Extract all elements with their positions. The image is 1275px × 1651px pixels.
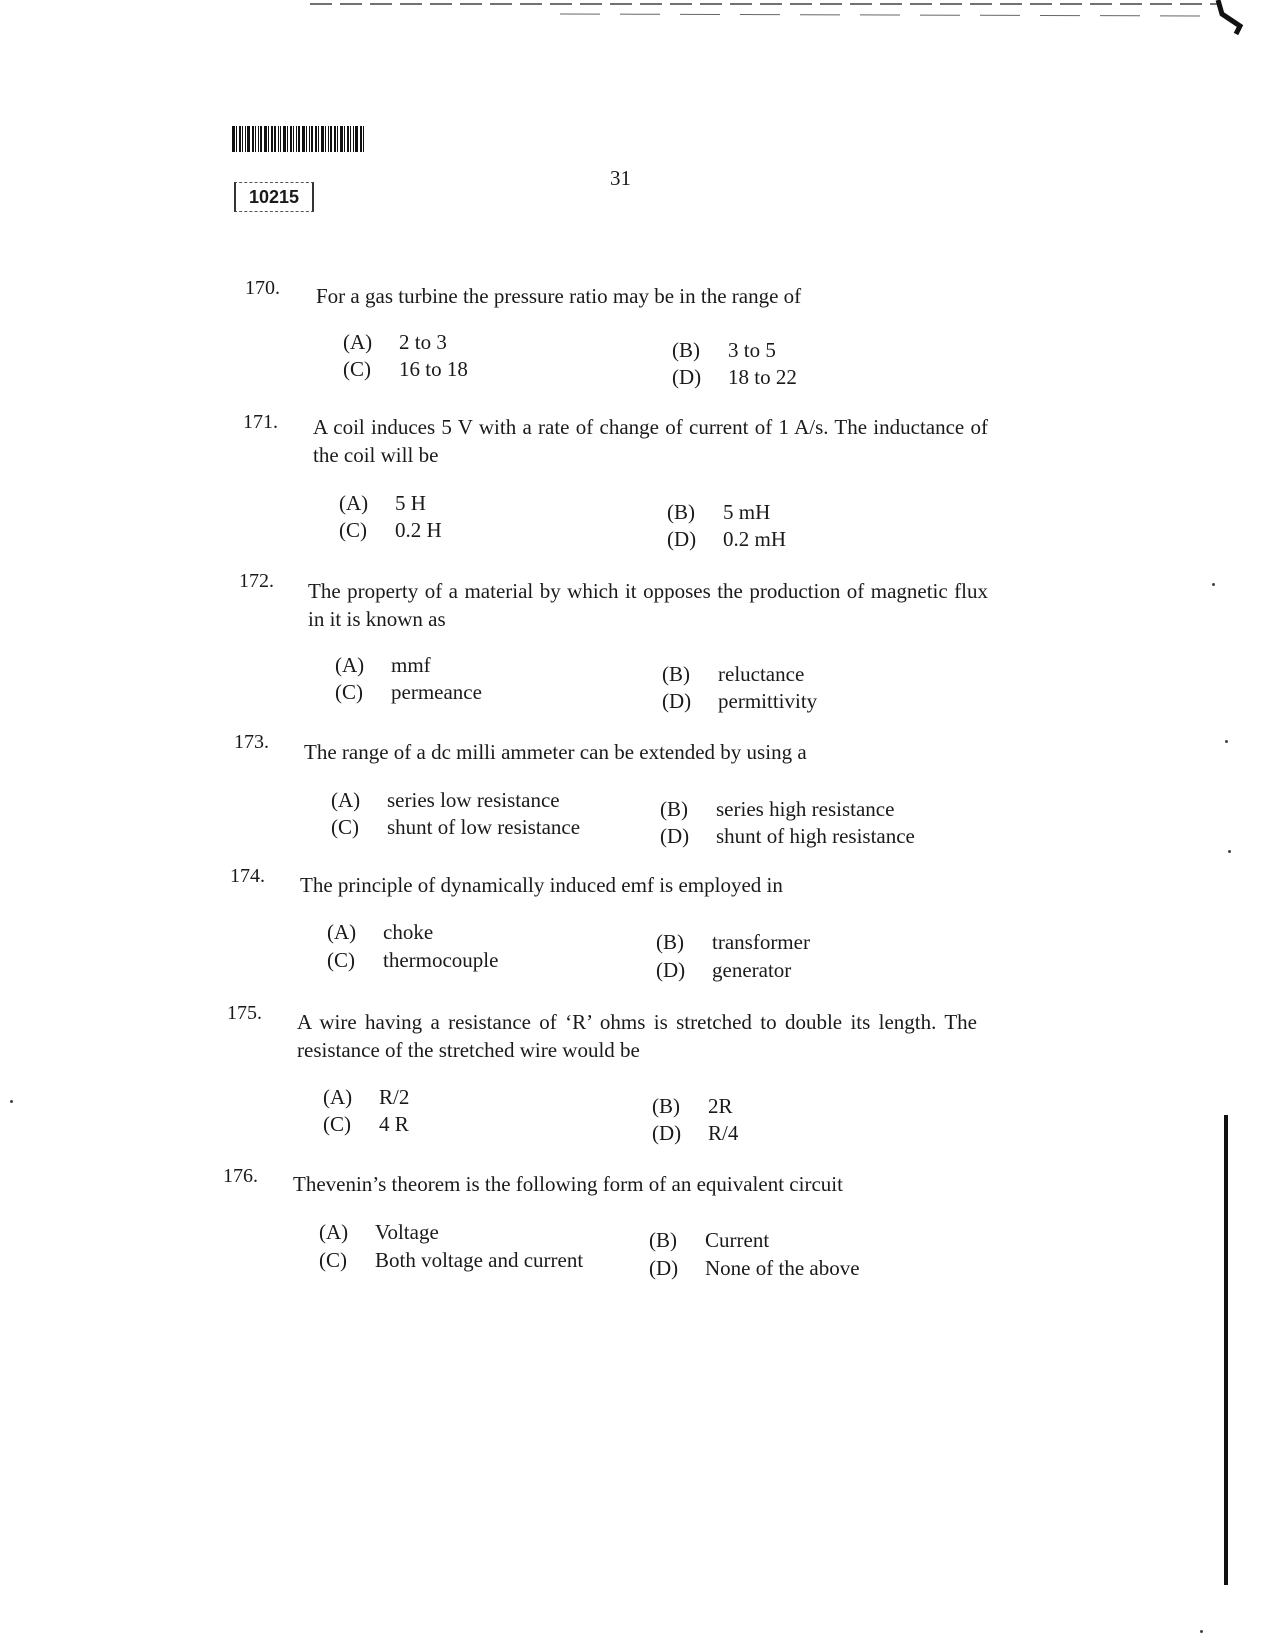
option-d: (D) 18 to 22: [672, 365, 797, 389]
barcode-bar: [260, 126, 262, 152]
barcode-bar: [274, 126, 276, 152]
option-c: (C) permeance: [335, 680, 482, 704]
question-number: 170.: [245, 277, 280, 299]
scan-edge-line: [1224, 1115, 1228, 1585]
barcode-bar: [321, 126, 324, 152]
barcode-bar: [318, 126, 319, 152]
scan-edge-artifact: [0, 0, 1275, 40]
barcode-bar: [283, 126, 286, 152]
option-b: (B) Current: [649, 1228, 770, 1252]
option-d: (D) None of the above: [649, 1256, 860, 1280]
barcode-bar: [290, 126, 292, 152]
barcode-bar: [252, 126, 254, 152]
option-b: (B) series high resistance: [660, 797, 895, 821]
option-d: (D) permittivity: [662, 689, 818, 713]
barcode-bar: [344, 126, 345, 152]
option-b: (B) 5 mH: [667, 500, 771, 524]
option-b: (B) 3 to 5: [672, 338, 776, 362]
barcode-bar: [334, 126, 336, 152]
question-text: Thevenin’s theorem is the following form of an equivalent circuit: [293, 1172, 843, 1196]
barcode-bar: [247, 126, 250, 152]
question-text: A coil induces 5 V with a rate of change of current of 1 A/s. The inductance of the coil will be: [313, 415, 988, 467]
barcode-bar: [347, 126, 349, 152]
option-a: (A) series low resistance: [331, 788, 560, 812]
barcode-bar: [268, 126, 269, 152]
option-b: (B) 2R: [652, 1094, 733, 1118]
option-a: (A) 2 to 3: [343, 330, 447, 354]
option-c: (C) thermocouple: [327, 948, 499, 972]
question-number: 176.: [223, 1165, 258, 1187]
barcode-bar: [264, 126, 267, 152]
barcode-bar: [325, 126, 326, 152]
option-a: (A) mmf: [335, 653, 431, 677]
barcode-bar: [340, 126, 343, 152]
barcode-bar: [258, 126, 259, 152]
paper-code: 10215: [234, 182, 314, 212]
barcode-bar: [245, 126, 246, 152]
option-d: (D) shunt of high resistance: [660, 824, 915, 848]
barcode-bar: [298, 126, 300, 152]
barcode-bar: [271, 126, 273, 152]
option-c: (C) 0.2 H: [339, 518, 442, 542]
barcode-bar: [232, 126, 235, 152]
barcode-bar: [328, 126, 329, 152]
scan-speck: [1228, 850, 1231, 853]
question-number: 172.: [239, 570, 274, 592]
option-a: (A) choke: [327, 920, 434, 944]
barcode-bar: [311, 126, 313, 152]
barcode-bar: [242, 126, 243, 152]
question-text: For a gas turbine the pressure ratio may be in the range of: [316, 284, 802, 308]
barcode-bar: [239, 126, 241, 152]
barcode: [232, 126, 374, 152]
scan-speck: [1200, 1630, 1203, 1633]
barcode-bar: [360, 126, 362, 152]
page-number: 31: [610, 166, 631, 190]
option-a: (A) Voltage: [319, 1220, 439, 1244]
question-text: A wire having a resistance of ‘R’ ohms is stretched to double its length. The resistance of the stretched wire would be: [297, 1010, 977, 1062]
barcode-bar: [236, 126, 237, 152]
option-c: (C) Both voltage and current: [319, 1248, 584, 1272]
barcode-bar: [287, 126, 288, 152]
question-number: 174.: [230, 865, 265, 887]
scan-speck: [1225, 740, 1228, 743]
question-text: The range of a dc milli ammeter can be extended by using a: [304, 740, 807, 764]
barcode-bar: [255, 126, 256, 152]
barcode-bar: [296, 126, 297, 152]
question-text: The principle of dynamically induced emf is employed in: [300, 873, 783, 897]
barcode-bar: [350, 126, 351, 152]
barcode-bar: [309, 126, 310, 152]
option-d: (D) R/4: [652, 1121, 739, 1145]
scan-speck: [10, 1100, 13, 1103]
option-d: (D) generator: [656, 958, 792, 982]
barcode-bar: [306, 126, 307, 152]
option-d: (D) 0.2 mH: [667, 527, 786, 551]
barcode-bar: [302, 126, 305, 152]
option-a: (A) R/2: [323, 1085, 410, 1109]
barcode-bar: [330, 126, 332, 152]
barcode-bar: [363, 126, 364, 152]
option-c: (C) shunt of low resistance: [331, 815, 581, 839]
question-number: 171.: [243, 411, 278, 433]
barcode-bar: [278, 126, 279, 152]
option-a: (A) 5 H: [339, 491, 426, 515]
option-c: (C) 4 R: [323, 1112, 409, 1136]
barcode-bar: [315, 126, 317, 152]
option-b: (B) transformer: [656, 930, 810, 954]
scan-speck: [1212, 583, 1215, 586]
barcode-bar: [280, 126, 281, 152]
option-b: (B) reluctance: [662, 662, 805, 686]
barcode-bar: [353, 126, 354, 152]
question-number: 173.: [234, 731, 269, 753]
barcode-bar: [355, 126, 358, 152]
question-text: The property of a material by which it opposes the production of magnetic flux in it is known as: [308, 579, 988, 631]
option-c: (C) 16 to 18: [343, 357, 468, 381]
barcode-bar: [293, 126, 294, 152]
question-number: 175.: [227, 1002, 262, 1024]
barcode-bar: [337, 126, 338, 152]
